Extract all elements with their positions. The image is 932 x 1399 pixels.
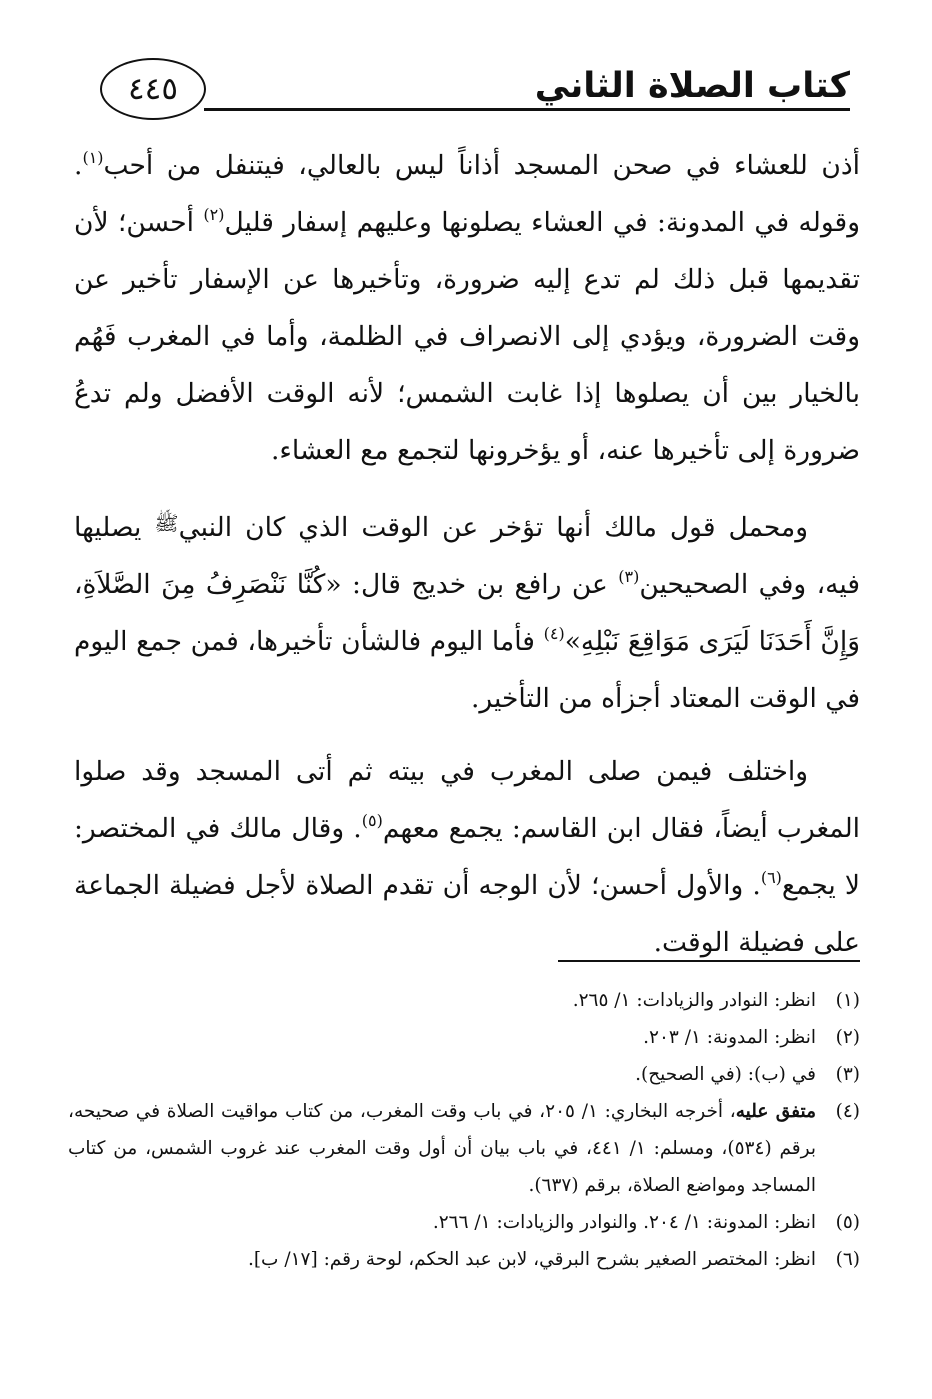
footnote-number: (١)	[835, 990, 860, 1011]
footnote-number: (٦)	[835, 1249, 860, 1270]
footnote-text-wrapper	[68, 1101, 816, 1196]
footnote-number: (٥)	[835, 1212, 860, 1233]
footnote-number: (٢)	[835, 1027, 860, 1048]
footnote-4	[68, 1093, 860, 1204]
footnote-text: انظر: المدونة: ١/ ٢٠٣.	[643, 1027, 816, 1048]
paragraph-3-part-c: . والأول أحسن؛ لأن الوجه أن تقدم الصلاة لأجل فضيلة الجماعة على فضيلة الوقت.	[74, 870, 860, 958]
footnote-text: انظر: النوادر والزيادات: ١/ ٢٦٥.	[572, 990, 816, 1011]
footnote-6	[68, 1241, 860, 1278]
page-number: ٤٤٥	[128, 70, 178, 107]
footnote-text: انظر: المختصر الصغير بشرح البرقي، لابن عبد الحكم، لوحة رقم: [١٧/ ب].	[247, 1249, 816, 1270]
footnote-ref-1: (١)	[82, 148, 104, 167]
footnote-separator	[558, 960, 860, 962]
footnote-number: (٤)	[835, 1101, 860, 1122]
running-title: كتاب الصلاة الثاني	[534, 66, 850, 106]
paragraph-2-part-a: ومحمل قول مالك أنها تؤخر عن الوقت الذي كان النبي	[178, 512, 808, 543]
paragraph-2	[74, 495, 860, 727]
footnote-text: ، أخرجه البخاري: ١/ ٢٠٥، في باب وقت المغرب، من كتاب مواقيت الصلاة في صحيحه، برقم (٥٣٤)، ومسلم: ١/ ٤٤١، في باب بيان أن أول وقت المغرب عند غروب الشمس، من كتاب المساجد ومواضع الصلاة، برقم (٦٣٧).	[68, 1101, 816, 1196]
footnote-3	[68, 1056, 860, 1093]
paragraph-1	[74, 137, 860, 479]
footnote-5	[68, 1204, 860, 1241]
footnote-2	[68, 1019, 860, 1056]
footnote-ref-2: (٢)	[203, 205, 225, 224]
paragraph-3-part-a: واختلف فيمن صلى المغرب في بيته ثم أتى المسجد وقد صلوا المغرب أيضاً، فقال ابن القاسم: يجمع معهم	[74, 756, 861, 844]
paragraph-1-part-a: أذن للعشاء في صحن المسجد أذاناً ليس بالعالي، فيتنفل من أحب	[103, 150, 860, 181]
footnote-ref-6: (٦)	[760, 868, 782, 887]
header-rule	[204, 108, 850, 111]
main-text	[74, 137, 860, 971]
footnote-ref-4: (٤)	[543, 624, 565, 643]
page-number-oval	[100, 58, 206, 120]
footnote-text: في (ب): (في الصحيح).	[635, 1064, 816, 1085]
paragraph-3-part-b: . وقال مالك في المختصر: لا يجمع	[74, 813, 860, 901]
paragraph-1-part-c: أحسن؛ لأن تقديمها قبل ذلك لم تدع إليه ضرورة، وتأخيرها عن الإسفار تأخير عن وقت الضرورة، ويؤدي إلى الانصراف في الظلمة، وأما في المغرب فَهُم بالخيار بين أن يصلوها إذا غابت الشمس؛ لأنه الوقت الأفضل ولم تدعُ ضرورة إلى تأخيرها عنه، أو يؤخرونها لتجمع مع العشاء.	[74, 207, 860, 466]
paragraph-2-part-d: فأما اليوم فالشأن تأخيرها، فمن جمع اليوم في الوقت المعتاد أجزأه من التأخير.	[74, 626, 860, 714]
paragraph-1-part-b: . وقوله في المدونة: في العشاء يصلونها وعليهم إسفار قليل	[74, 150, 860, 238]
footnote-1	[68, 982, 860, 1019]
honorific-glyph: ﷺ	[154, 511, 179, 535]
paragraph-2-part-b: يصليها فيه، وفي الصحيحين	[74, 512, 860, 600]
footnote-number: (٣)	[835, 1064, 860, 1085]
page-header	[100, 58, 850, 128]
hadith-quote: عن رافع بن خديج قال: «كُنَّا نَنْصَرِفُ مِنَ الصَّلاَةِ، وَإِنَّ أَحَدَنَا لَيَرَى مَوَاقِعَ نَبْلِهِ»	[74, 569, 861, 657]
footnote-ref-5: (٥)	[361, 811, 383, 830]
paragraph-3	[74, 743, 860, 971]
footnote-bold-lead: متفق عليه	[735, 1101, 816, 1122]
footnotes	[68, 982, 860, 1278]
footnote-text: انظر: المدونة: ١/ ٢٠٤. والنوادر والزيادات: ١/ ٢٦٦.	[432, 1212, 816, 1233]
footnote-ref-3: (٣)	[618, 567, 640, 586]
